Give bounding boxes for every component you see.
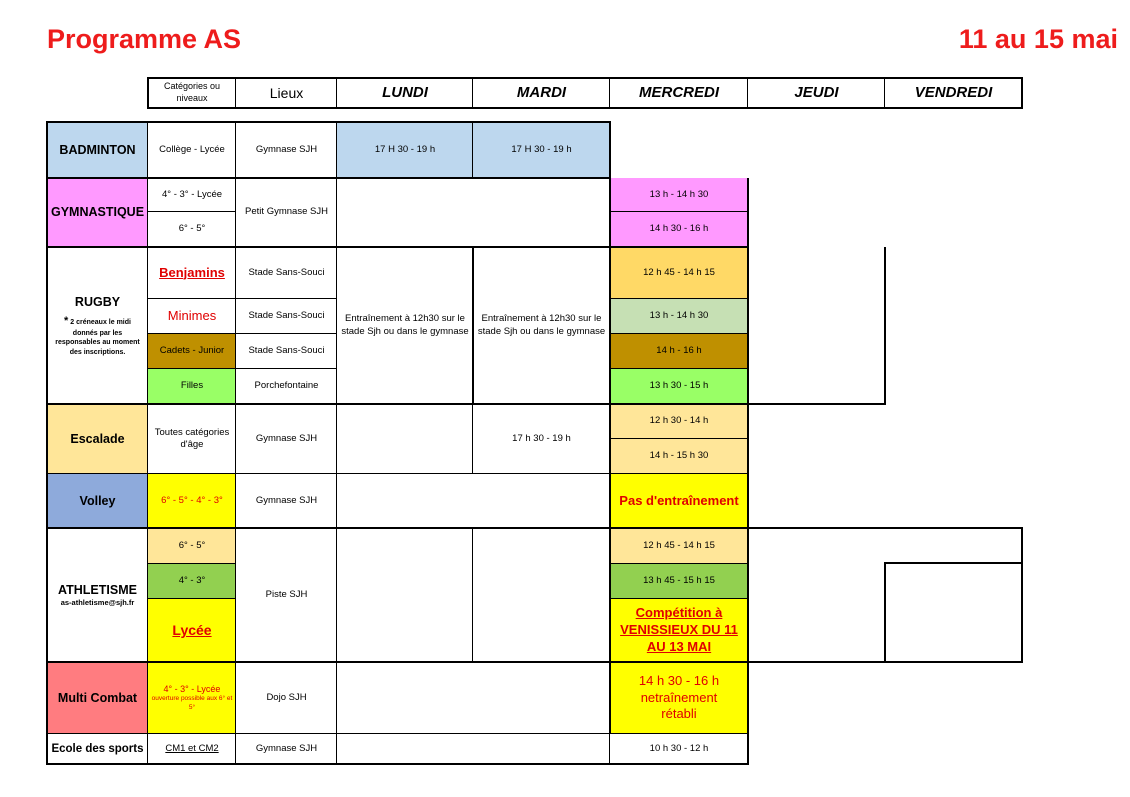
gymnastique-lieu: Petit Gymnase SJH xyxy=(245,206,328,218)
rugby-mardi: Entraînement à 12h30 sur le stade Sjh ou dans le gymnase xyxy=(477,313,606,337)
multicombat-category: 4° - 3° - Lycée xyxy=(163,683,221,694)
athletisme-mercredi-3: Compétition à VENISSIEUX DU 11 AU 13 MAI xyxy=(610,599,748,662)
escalade-category: Toutes catégories d'âge xyxy=(154,426,230,450)
volley-lieu: Gymnase SJH xyxy=(255,494,318,506)
gymnastique-category-2: 6° - 5° xyxy=(178,223,206,235)
header-mercredi: MERCREDI xyxy=(638,84,719,102)
header-jeudi: JEUDI xyxy=(794,84,839,102)
rugby-mercredi-2: 13 h - 14 h 30 xyxy=(610,299,748,334)
header-categories: Catégories ou niveaux xyxy=(163,81,221,103)
rugby-mercredi-4: 13 h 30 - 15 h xyxy=(610,369,748,404)
rugby-category-benjamins: Benjamins xyxy=(159,264,225,280)
sport-ecole: Ecole des sports xyxy=(51,742,144,755)
header-vendredi: VENDREDI xyxy=(914,84,993,102)
gymnastique-category-1: 4° - 3° - Lycée xyxy=(161,188,223,200)
sport-rugby: RUGBY * 2 créneaux le midi donnés par les responsables au moment des inscriptions. xyxy=(47,247,148,404)
rugby-mercredi-1: 12 h 45 - 14 h 15 xyxy=(610,247,748,299)
athletisme-mercredi-2: 13 h 45 - 15 h 15 xyxy=(610,564,748,599)
gymnastique-mercredi-2: 14 h 30 - 16 h xyxy=(610,212,748,247)
multicombat-mercredi: 14 h 30 - 16 h netraînement rétabli xyxy=(610,662,748,734)
page-title: Programme AS xyxy=(47,24,242,54)
rugby-lieu-3: Stade Sans-Souci xyxy=(248,345,325,357)
rugby-category-cadets: Cadets - Junior xyxy=(148,334,236,369)
volley-category: 6° - 5° - 4° - 3° xyxy=(148,474,236,528)
multicombat-category-note: ouverture possible aux 6° et 5° xyxy=(151,695,233,711)
escalade-mercredi-1: 12 h 30 - 14 h xyxy=(610,404,748,439)
escalade-mardi: 17 h 30 - 19 h xyxy=(512,432,571,444)
rugby-lieu-1: Stade Sans-Souci xyxy=(248,266,325,278)
athletisme-mercredi-1: 12 h 45 - 14 h 15 xyxy=(610,528,748,564)
badminton-mardi: 17 H 30 - 19 h xyxy=(473,122,610,178)
ecole-mercredi: 10 h 30 - 12 h xyxy=(649,742,709,754)
date-range: 11 au 15 mai xyxy=(958,24,1118,54)
badminton-lundi: 17 H 30 - 19 h xyxy=(337,122,473,178)
header-mardi: MARDI xyxy=(516,84,567,102)
ecole-category: CM1 et CM2 xyxy=(165,742,219,754)
athletisme-category-1: 6° - 5° xyxy=(148,528,236,564)
rugby-lieu-4: Porchefontaine xyxy=(254,380,319,392)
rugby-note: * 2 créneaux le midi donnés par les responsables au moment des inscriptions. xyxy=(55,315,140,356)
rugby-mercredi-3: 14 h - 16 h xyxy=(610,334,748,369)
header-lieux: Lieux xyxy=(269,84,304,101)
sport-multicombat: Multi Combat xyxy=(47,662,148,734)
ecole-lieu: Gymnase SJH xyxy=(255,742,318,754)
athletisme-category-2: 4° - 3° xyxy=(148,564,236,599)
volley-mercredi: Pas d'entraînement xyxy=(610,474,748,528)
athletisme-email[interactable]: as-athletisme@sjh.fr xyxy=(60,598,135,608)
sport-volley: Volley xyxy=(47,474,148,528)
sport-escalade: Escalade xyxy=(47,404,148,474)
gymnastique-mercredi-1: 13 h - 14 h 30 xyxy=(610,178,748,212)
header-lundi: LUNDI xyxy=(382,84,428,102)
athletisme-lieu: Piste SJH xyxy=(265,588,308,600)
multicombat-category-cell xyxy=(148,662,236,734)
escalade-mercredi-2: 14 h - 15 h 30 xyxy=(610,439,748,474)
badminton-category: Collège - Lycée xyxy=(159,143,225,155)
escalade-lieu: Gymnase SJH xyxy=(255,432,318,444)
athletisme-category-3: Lycée xyxy=(148,599,236,662)
rugby-lundi: Entraînement à 12h30 sur le stade Sjh ou dans le gymnase xyxy=(341,313,469,337)
rugby-category-filles: Filles xyxy=(148,369,236,404)
sport-gymnastique: GYMNASTIQUE xyxy=(47,178,148,247)
rugby-lieu-2: Stade Sans-Souci xyxy=(248,310,325,322)
sport-athletisme: ATHLETISME as-athletisme@sjh.fr xyxy=(58,583,137,608)
multicombat-lieu: Dojo SJH xyxy=(266,691,307,703)
badminton-lieu: Gymnase SJH xyxy=(255,143,318,155)
sport-badminton: BADMINTON xyxy=(47,122,148,178)
rugby-category-minimes: Minimes xyxy=(167,308,217,324)
